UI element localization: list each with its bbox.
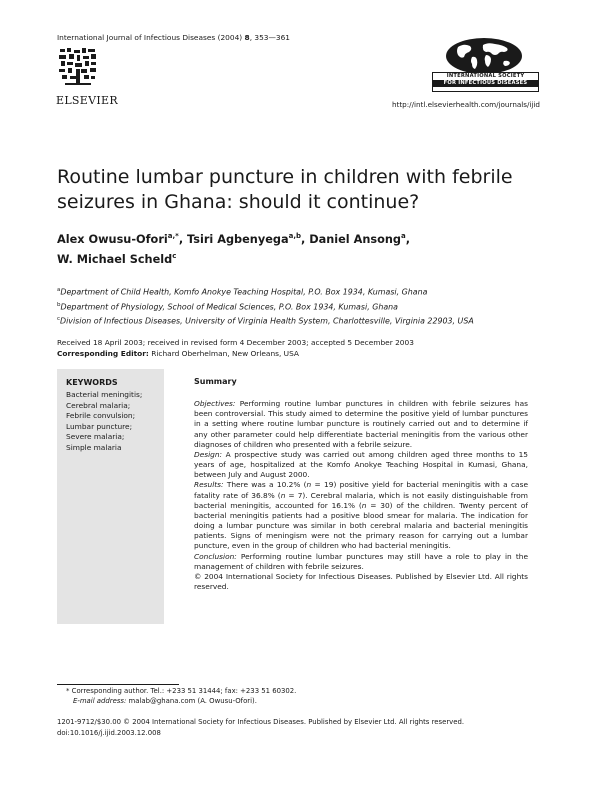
- objectives-text: Performing routine lumbar punctures in children with febrile seizures has been controversial. This study aimed to determine the positive yield of lumbar punctures in a setting where routine lumbar puncture is routinely carried out and to determine if any other parameter could help differentiate bacterial meningitis from the various other diagnoses of children who presented with a febrile seizure.: [194, 399, 528, 449]
- results-n: n: [361, 500, 367, 510]
- keyword: Simple malaria: [66, 442, 122, 452]
- keyword: Febrile convulsion;: [66, 411, 136, 421]
- article-title: Routine lumbar puncture in children with febrile seizures in Ghana: should it continue?: [57, 166, 513, 213]
- design-text: A prospective study was carried out among children aged three months to 15 years of age, hospitalized at the Komfo Anokye Teaching Hospital in Kumasi, Ghana, between July and August 2000.: [194, 449, 528, 480]
- author-affiliation-mark: c: [172, 251, 177, 260]
- corresponding-author-note: * Corresponding author. Tel.: +233 51 31444; fax: +233 51 60302.: [66, 687, 297, 695]
- results-n: n: [280, 490, 286, 500]
- abstract-summary: [194, 377, 528, 592]
- society-logo: [428, 37, 541, 91]
- abstract-results: [194, 480, 528, 551]
- author-affiliation-mark: a,b: [288, 232, 301, 240]
- issn-copyright-line: 1201-9712/$30.00 © 2004 International Society for Infectious Diseases. Published by Elsevier Ltd. All rights reserved.: [57, 718, 465, 726]
- affiliation-text: Division of Infectious Diseases, University of Virginia Health System, Charlottesville, Virginia 22903, USA: [60, 316, 474, 326]
- author-separator: ,: [178, 232, 188, 246]
- globe-icon: [428, 37, 541, 75]
- abstract-conclusion: [194, 552, 528, 572]
- keyword: Severe malaria;: [66, 432, 125, 442]
- keywords-panel: [57, 369, 164, 624]
- corresponding-editor: [57, 349, 547, 360]
- author-name: Daniel Ansong: [309, 232, 402, 246]
- footnote: [66, 686, 536, 706]
- results-text: = 7). Cerebral malaria, which is not easily distinguishable from bacterial meningitis, accounted for 16.1% (: [194, 490, 528, 510]
- results-label: Results:: [194, 480, 224, 490]
- affiliation-text: Department of Child Health, Komfo Anokye Teaching Hospital, P.O. Box 1934, Kumasi, Ghana: [60, 287, 428, 297]
- society-name-box: [432, 72, 539, 92]
- keywords-heading: KEYWORDS: [66, 378, 118, 387]
- society-name-line1: INTERNATIONAL SOCIETY: [446, 73, 525, 79]
- author-affiliation-mark: a,*: [167, 232, 179, 240]
- keyword: Cerebral malaria;: [66, 400, 131, 410]
- publication-info: [57, 717, 547, 739]
- conclusion-text: Performing routine lumbar punctures may still have a role to play in the management of children with febrile seizures.: [194, 551, 528, 571]
- abstract-objectives: [194, 399, 528, 450]
- email-label: E-mail address:: [73, 697, 127, 705]
- email-note: [66, 696, 536, 706]
- results-text: = 19) positive yield for bacterial meningitis with a case fatality rate of 36.8% (: [194, 480, 528, 500]
- affiliations: [57, 284, 547, 328]
- publisher-logo-text: ELSEVIER: [56, 94, 118, 107]
- journal-url[interactable]: http://intl.elsevierhealth.com/journals/ijid: [391, 100, 540, 109]
- journal-name: International Journal of Infectious Diseases (2004): [57, 33, 243, 42]
- article-history: [57, 338, 547, 359]
- footnote-divider: [57, 684, 179, 685]
- corresponding-editor-label: Corresponding Editor:: [57, 348, 149, 358]
- author-name: W. Michael Scheld: [57, 252, 173, 266]
- affiliation: [57, 284, 547, 299]
- author-separator: ,: [405, 232, 411, 246]
- author-list: [57, 228, 537, 268]
- author-separator: ,: [301, 232, 310, 246]
- objectives-label: Objectives:: [194, 399, 236, 409]
- elsevier-tree-logo: [57, 47, 99, 87]
- summary-heading: Summary: [194, 377, 237, 386]
- results-text: = 30) of the children. Twenty percent of bacterial meningitis patients had a positive blood smear for malaria. The indication for doing a lumbar puncture was similar in both cerebral malaria and bacterial meningitis patients. Signs of meningism were not the primary reason for carrying out a lumbar puncture, even in the group of children who had bacterial meningitis.: [194, 500, 528, 551]
- keyword: Lumbar puncture;: [66, 421, 133, 431]
- journal-pages: , 353—361: [249, 33, 291, 42]
- author-affiliation-mark: a: [401, 232, 406, 240]
- conclusion-label: Conclusion:: [194, 551, 237, 561]
- abstract-copyright: © 2004 International Society for Infectious Diseases. Published by Elsevier Ltd. All rights reserved.: [194, 571, 528, 591]
- affiliation: [57, 299, 547, 314]
- journal-reference: [57, 33, 290, 42]
- results-text: There was a 10.2% (: [223, 480, 307, 490]
- corresponding-editor-name: Richard Oberhelman, New Orleans, USA: [148, 348, 299, 358]
- affiliation-mark: a: [57, 287, 61, 293]
- results-n: n: [306, 480, 312, 490]
- affiliation: [57, 313, 547, 328]
- doi[interactable]: doi:10.1016/j.ijid.2003.12.008: [57, 729, 161, 737]
- keyword: Bacterial meningitis;: [66, 390, 143, 399]
- design-label: Design:: [194, 449, 223, 459]
- received-dates: Received 18 April 2003; received in revised form 4 December 2003; accepted 5 December 2003: [57, 338, 414, 347]
- society-name-line2: FOR INFECTIOUS DISEASES: [433, 80, 538, 87]
- journal-volume: 8: [244, 33, 250, 42]
- author-name: Alex Owusu-Ofori: [57, 232, 168, 246]
- abstract-design: [194, 450, 528, 480]
- email-address[interactable]: malab@ghana.com (A. Owusu-Ofori).: [126, 697, 257, 705]
- affiliation-mark: b: [57, 301, 61, 308]
- affiliation-mark: c: [57, 316, 61, 323]
- affiliation-text: Department of Physiology, School of Medical Sciences, P.O. Box 1934, Kumasi, Ghana: [60, 302, 398, 312]
- author-name: Tsiri Agbenyega: [187, 232, 289, 246]
